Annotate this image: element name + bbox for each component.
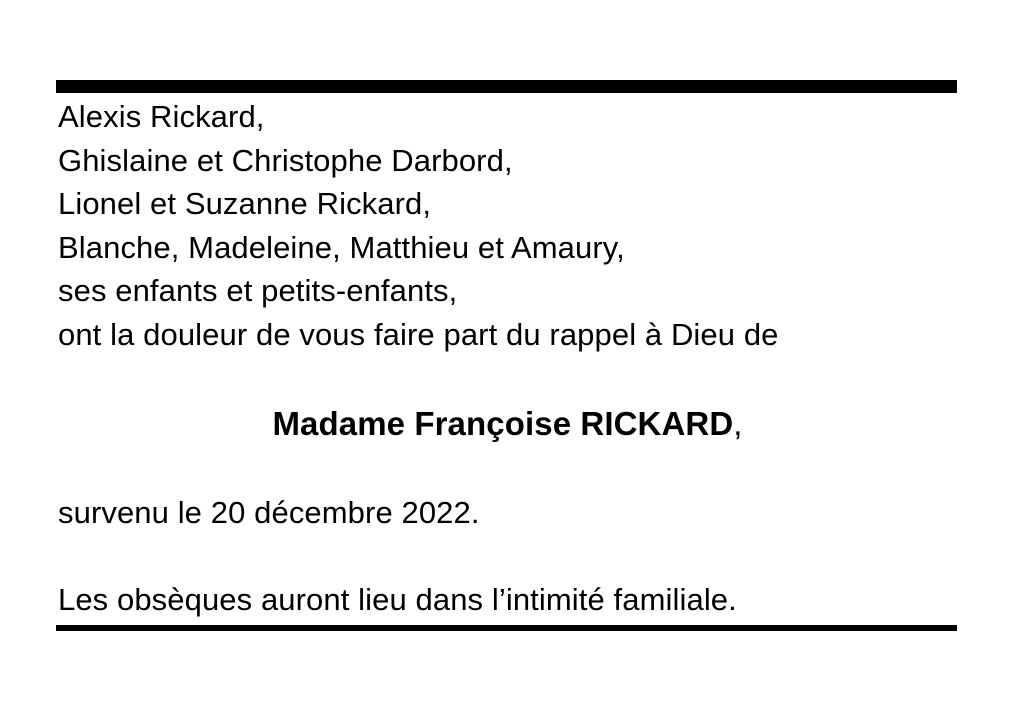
deceased-name: Madame Françoise RICKARD bbox=[272, 405, 734, 442]
funeral-line: Les obsèques auront lieu dans l’intimité familiale. bbox=[58, 582, 737, 617]
deceased-name-line bbox=[58, 402, 957, 446]
family-line: Ghislaine et Christophe Darbord, bbox=[58, 142, 513, 178]
deceased-name-suffix: , bbox=[733, 405, 743, 442]
family-line: Lionel et Suzanne Rickard, bbox=[58, 186, 432, 221]
bottom-rule bbox=[56, 625, 957, 631]
top-rule bbox=[56, 80, 957, 93]
family-line: Alexis Rickard, bbox=[58, 99, 265, 134]
announcement-line: ont la douleur de vous faire part du rappel à Dieu de bbox=[58, 316, 779, 352]
notice-body bbox=[56, 93, 957, 622]
death-date-line: survenu le 20 décembre 2022. bbox=[58, 494, 480, 530]
family-line: ses enfants et petits-enfants, bbox=[58, 273, 458, 308]
notice-sheet bbox=[56, 80, 957, 631]
family-line: Blanche, Madeleine, Matthieu et Amaury, bbox=[58, 229, 625, 265]
